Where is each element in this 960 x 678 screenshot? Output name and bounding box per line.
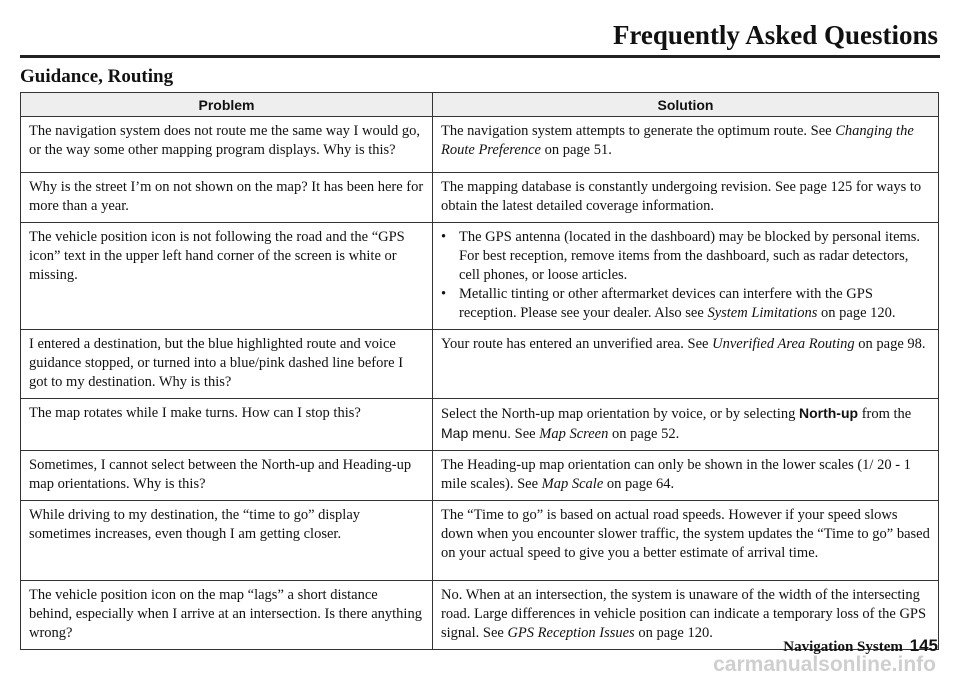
column-header-problem: Problem	[21, 93, 433, 117]
problem-cell: While driving to my destination, the “time to go” display sometimes increases, even though I am getting closer.	[21, 501, 433, 581]
cross-reference: Map Screen	[539, 426, 609, 442]
solution-text: on page 120.	[634, 625, 713, 641]
bullet-item	[441, 285, 930, 323]
faq-table	[20, 92, 939, 650]
solution-text: on page 98.	[854, 336, 926, 352]
cross-reference: Unverified Area Routing	[712, 336, 855, 352]
solution-text: The mapping database is constantly undergoing revision. See page 125 for ways to obtain the latest detailed coverage information.	[441, 179, 922, 214]
column-header-solution: Solution	[433, 93, 939, 117]
cross-reference: Changing the Route Preference	[441, 123, 914, 158]
cross-reference: Map Scale	[541, 476, 604, 492]
header-rule	[20, 55, 940, 58]
table-row	[21, 117, 939, 173]
table-row	[21, 330, 939, 399]
table-row	[21, 451, 939, 501]
cross-reference: GPS Reception Issues	[507, 625, 635, 641]
problem-cell: The navigation system does not route me the same way I would go, or the way some other mapping program displays. Why is this?	[21, 117, 433, 173]
bullet-list	[441, 228, 930, 323]
problem-cell: I entered a destination, but the blue highlighted route and voice guidance stopped, or turned into a blue/pink dashed line before I got to my destination. Why is this?	[21, 330, 433, 399]
solution-text: The “Time to go” is based on actual road speeds. However if your speed slows down when you encounter slower traffic, the system updates the “Time to go” based on your actual speed to give you a better estimate of arrival time.	[441, 507, 930, 561]
solution-cell	[433, 501, 939, 581]
table-header-row	[21, 93, 939, 117]
page-title: Frequently Asked Questions	[612, 20, 938, 50]
bullet-text: Metallic tinting or other aftermarket devices can interfere with the GPS reception. Please see your dealer. Also see	[459, 286, 873, 321]
section-heading: Guidance, Routing	[20, 66, 174, 87]
solution-cell	[433, 223, 939, 330]
table-row	[21, 501, 939, 581]
solution-cell	[433, 117, 939, 173]
problem-cell: The vehicle position icon is not following the road and the “GPS icon” text in the upper left hand corner of the screen is white or missing.	[21, 223, 433, 330]
solution-text: No. When at an intersection, the system is unaware of the width of the intersecting road. Large differences in vehicle position can indicate a temporary loss of the GPS signal. See	[441, 587, 927, 641]
watermark: carmanualsonline.info	[713, 653, 936, 676]
problem-cell: The vehicle position icon on the map “lags” a short distance behind, especially when I arrive at an intersection. Is there anything wrong?	[21, 581, 433, 650]
solution-cell	[433, 451, 939, 501]
table-row	[21, 173, 939, 223]
solution-text: on page 52.	[608, 426, 680, 442]
solution-text: on page 64.	[603, 476, 675, 492]
page-number: 145	[909, 636, 938, 655]
bullet-text: on page 120.	[817, 305, 896, 321]
bullet-item	[441, 228, 930, 285]
ui-option-label: North-up	[798, 405, 859, 421]
solution-text: The navigation system attempts to generate the optimum route. See	[441, 123, 836, 139]
solution-text: from the	[858, 406, 912, 422]
solution-cell	[433, 330, 939, 399]
table-row	[21, 399, 939, 451]
solution-cell	[433, 399, 939, 451]
solution-text: See	[511, 426, 540, 442]
problem-cell: The map rotates while I make turns. How can I stop this?	[21, 399, 433, 451]
problem-cell: Sometimes, I cannot select between the North-up and Heading-up map orientations. Why is this?	[21, 451, 433, 501]
solution-text: Your route has entered an unverified area. See	[441, 336, 713, 352]
solution-text: Select the North-up map orientation by voice, or by selecting	[441, 406, 799, 422]
cross-reference: System Limitations	[707, 305, 818, 321]
ui-menu-label: Map menu.	[441, 425, 512, 441]
table-row	[21, 223, 939, 330]
footer-label: Navigation System	[783, 639, 903, 655]
bullet-text: The GPS antenna (located in the dashboard) may be blocked by personal items. For best reception, remove items from the dashboard, such as radar detectors, cell phones, or loose articles.	[459, 229, 921, 283]
solution-text: on page 51.	[540, 142, 612, 158]
solution-cell	[433, 173, 939, 223]
problem-cell: Why is the street I’m on not shown on the map? It has been here for more than a year.	[21, 173, 433, 223]
solution-text: The Heading-up map orientation can only be shown in the lower scales (1/ 20 - 1 mile scales). See	[441, 457, 911, 492]
